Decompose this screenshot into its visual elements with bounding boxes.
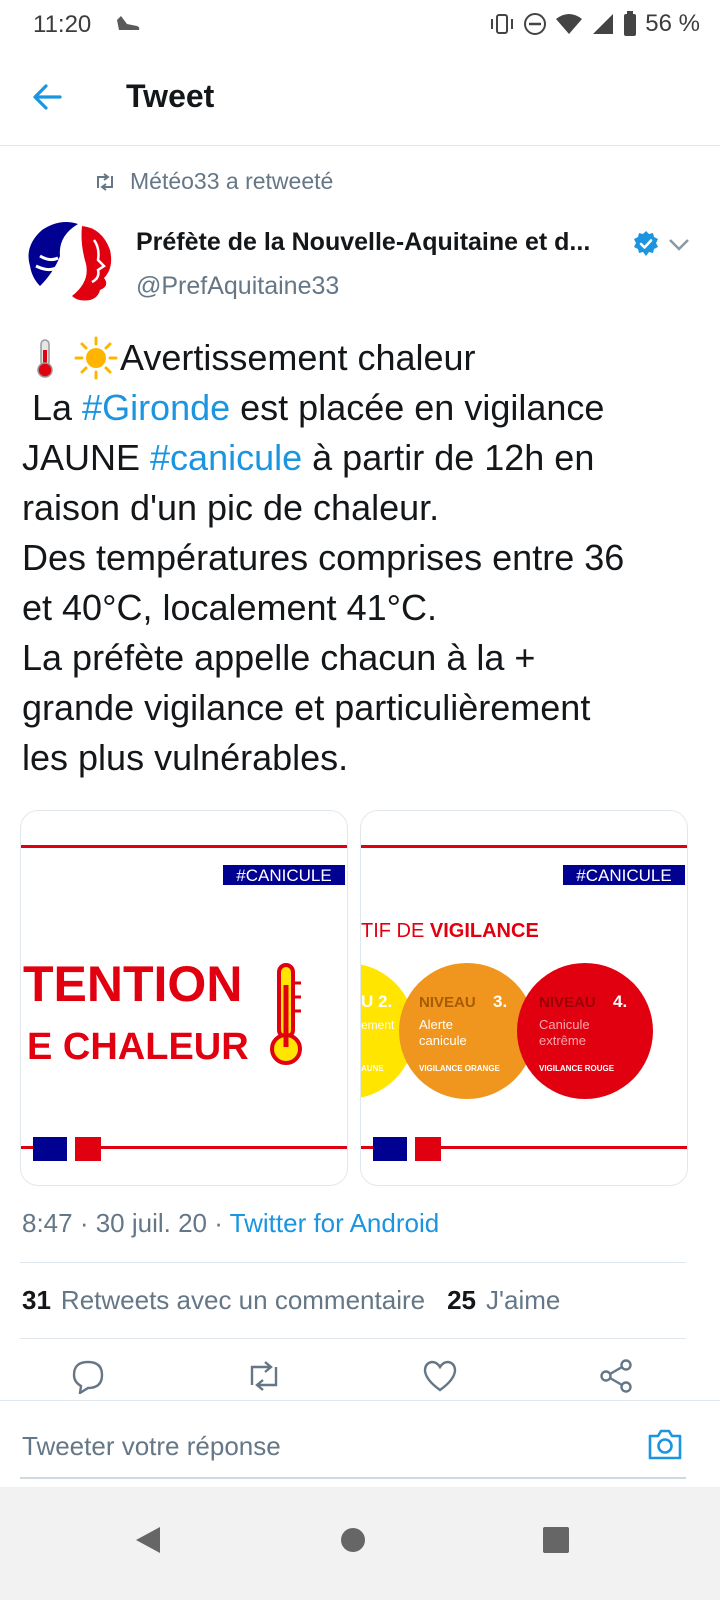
hashtag-tag: #CANICULE xyxy=(576,866,672,885)
tweet-line-1: Avertissement chaleur xyxy=(120,337,476,378)
level-3-desc1: Alerte xyxy=(419,1017,453,1032)
time-date: 8:47 · 30 juil. 20 · xyxy=(22,1208,230,1238)
tweet-line: raison d'un pic de chaleur. xyxy=(22,487,440,528)
divider xyxy=(20,1338,686,1339)
author-handle[interactable]: @PrefAquitaine33 xyxy=(136,272,340,300)
camera-icon[interactable] xyxy=(646,1425,684,1463)
level-2-desc: ement xyxy=(361,1018,395,1032)
nav-back-icon[interactable] xyxy=(134,1525,162,1555)
media-image-1[interactable] xyxy=(20,810,348,1186)
wifi-icon xyxy=(555,12,583,36)
level-3-desc2: canicule xyxy=(419,1033,467,1048)
level-4-circle xyxy=(517,963,653,1099)
retweet-context-label: Météo33 a retweeté xyxy=(130,168,334,194)
source-link[interactable]: Twitter for Android xyxy=(229,1208,440,1238)
battery-percent: 56 % xyxy=(645,10,700,37)
government-logo-icon xyxy=(373,1137,441,1161)
thermometer-emoji-icon xyxy=(30,338,60,378)
thermometer-icon xyxy=(272,965,301,1063)
level-4-desc1: Canicule xyxy=(539,1017,590,1032)
likes-count[interactable]: 25 xyxy=(447,1285,477,1315)
level-3-label: NIVEAU xyxy=(419,994,476,1011)
page-title: Tweet xyxy=(126,78,215,114)
share-icon[interactable] xyxy=(598,1358,634,1394)
tweet-line: les plus vulnérables. xyxy=(22,737,349,778)
vibrate-icon xyxy=(489,12,515,36)
author-name[interactable]: Préfète de la Nouvelle-Aquitaine et d... xyxy=(136,228,591,256)
app-bar xyxy=(0,48,720,146)
tweet-line xyxy=(22,333,702,383)
tweet-timestamp xyxy=(22,1208,439,1239)
title-bold: VIGILANCE xyxy=(429,920,539,942)
image-title xyxy=(361,920,539,942)
title-prefix: TIF DE xyxy=(361,920,430,942)
level-2-number: U 2. xyxy=(361,992,393,1011)
tweet-line: grande vigilance et particulièrement xyxy=(22,687,591,728)
level-4-number: 4. xyxy=(613,992,628,1011)
sun-emoji-icon xyxy=(74,336,118,380)
nav-recents-icon[interactable] xyxy=(543,1527,569,1553)
image-subheadline: E CHALEUR xyxy=(27,1026,249,1068)
retweet-icon[interactable] xyxy=(246,1358,282,1394)
level-3-number: 3. xyxy=(493,992,508,1011)
status-bar xyxy=(0,0,720,48)
tweet-line: et 40°C, localement 41°C. xyxy=(22,587,438,628)
engagement-stats xyxy=(22,1285,560,1316)
battery-icon xyxy=(623,11,637,37)
level-2-footer: AUNE xyxy=(361,1064,384,1073)
activity-icon xyxy=(115,14,141,34)
reply-icon[interactable] xyxy=(70,1358,106,1394)
tweet-text xyxy=(22,333,702,783)
image-headline: TENTION xyxy=(23,956,243,1012)
tweet-line xyxy=(22,433,702,483)
text-fragment: à partir de 12h en xyxy=(302,437,595,478)
vigilance-levels-graphic xyxy=(361,811,687,1185)
hashtag-link[interactable]: #canicule xyxy=(150,437,303,478)
back-arrow-icon[interactable] xyxy=(30,80,66,114)
level-4-label: NIVEAU xyxy=(539,994,596,1011)
divider xyxy=(20,1262,686,1263)
system-nav-bar xyxy=(0,1487,720,1600)
tweet-actions xyxy=(0,1358,720,1400)
likes-label[interactable]: J'aime xyxy=(486,1285,561,1315)
text-fragment: JAUNE xyxy=(22,437,151,478)
reply-underline xyxy=(20,1477,686,1479)
text-fragment: est placée en vigilance xyxy=(230,387,605,428)
signal-icon xyxy=(591,12,615,36)
like-heart-icon[interactable] xyxy=(422,1358,458,1394)
avatar[interactable] xyxy=(20,216,116,304)
status-icons xyxy=(489,10,700,38)
retweet-context[interactable] xyxy=(94,168,333,195)
do-not-disturb-icon xyxy=(523,12,547,36)
level-4-footer: VIGILANCE ROUGE xyxy=(539,1064,615,1073)
tweet-line xyxy=(22,383,702,433)
media-image-2[interactable] xyxy=(360,810,688,1186)
tweet-line: La préfète appelle chacun à la + xyxy=(22,637,536,678)
level-3-footer: VIGILANCE ORANGE xyxy=(419,1064,500,1073)
nav-home-icon[interactable] xyxy=(340,1527,366,1553)
hashtag-tag: #CANICULE xyxy=(236,866,332,885)
tweet-line: Des températures comprises entre 36 xyxy=(22,537,625,578)
level-3-circle xyxy=(399,963,535,1099)
reply-bar xyxy=(0,1400,720,1486)
retweet-icon xyxy=(94,173,116,191)
hashtag-link[interactable]: #Gironde xyxy=(82,387,231,428)
level-4-desc2: extrême xyxy=(539,1033,586,1048)
text-fragment: La xyxy=(22,387,83,428)
retweets-label[interactable]: Retweets avec un commentaire xyxy=(60,1285,426,1315)
verified-badge-icon xyxy=(632,230,660,258)
chevron-down-icon[interactable] xyxy=(668,238,690,252)
retweets-count[interactable]: 31 xyxy=(22,1285,51,1315)
heat-warning-graphic xyxy=(21,811,347,1185)
status-time: 11:20 xyxy=(33,11,92,38)
government-logo-icon xyxy=(33,1137,101,1161)
reply-input[interactable]: Tweeter votre réponse xyxy=(22,1431,281,1461)
